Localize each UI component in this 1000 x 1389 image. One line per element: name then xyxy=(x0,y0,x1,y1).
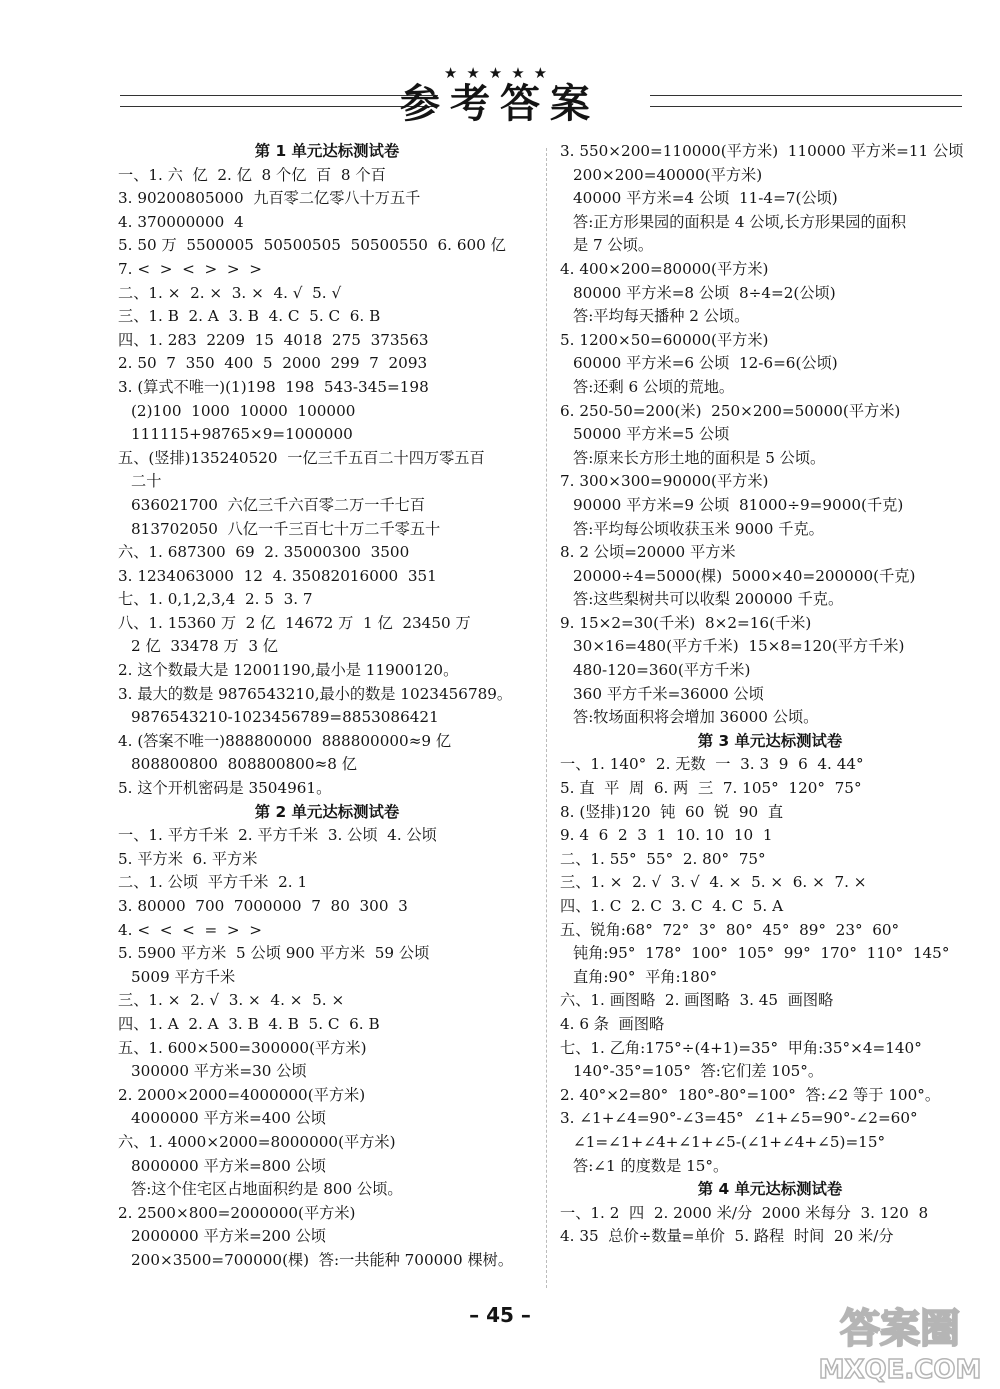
answer-line: 答:正方形果园的面积是 4 公顷,长方形果园的面积 xyxy=(573,212,907,231)
answer-line: 7. 300×300=90000(平方米) xyxy=(560,472,769,491)
answer-line: 3. 90200805000 九百零二亿零八十万五千 xyxy=(118,189,421,208)
answer-line: 5. 直 平 周 6. 两 三 7. 105° 120° 75° xyxy=(560,779,862,798)
answer-line: 5. 1200×50=60000(平方米) xyxy=(560,330,769,349)
answer-line: 4. 400×200=80000(平方米) xyxy=(560,259,769,278)
answer-line: 9876543210-1023456789=8853086421 xyxy=(131,708,439,727)
answer-line: 40000 平方米=4 公顷 11-4=7(公顷) xyxy=(573,189,838,208)
answer-line: 2. 这个数最大是 12001190,最小是 11900120。 xyxy=(118,661,459,680)
answer-line: 七、1. 0,1,2,3,4 2. 5 3. 7 xyxy=(118,590,313,609)
page-title: 参考答案 xyxy=(400,81,600,127)
answer-line: 答:原来长方形土地的面积是 5 公顷。 xyxy=(573,448,826,467)
answer-line: 50000 平方米=5 公顷 xyxy=(573,425,730,444)
answer-line: 3. 550×200=110000(平方米) 110000 平方米=11 公顷 xyxy=(560,142,964,160)
answer-line: 4. < < < = > > xyxy=(118,920,262,939)
answer-line: 一、1. 平方千米 2. 平方千米 3. 公顷 4. 公顷 xyxy=(118,826,437,845)
column-divider xyxy=(546,148,547,1288)
answer-line: 5. 50 万 5500005 50500505 50500550 6. 600 亿 xyxy=(118,236,506,255)
answer-line: 813702050 八亿一千三百七十万二千零五十 xyxy=(131,519,441,538)
answer-line: 是 7 公顷。 xyxy=(573,236,654,255)
answer-line: 2000000 平方米=200 公顷 xyxy=(131,1227,326,1246)
answer-line: 4. 370000000 4 xyxy=(118,212,244,231)
answer-line: 200×3500=700000(棵) 答:一共能种 700000 棵树。 xyxy=(131,1250,514,1269)
answer-line: 60000 平方米=6 公顷 12-6=6(公顷) xyxy=(573,354,838,373)
answer-line: 四、1. C 2. C 3. C 4. C 5. A xyxy=(560,897,784,915)
answer-line: 9. 15×2=30(千米) 8×2=16(千米) xyxy=(560,613,812,632)
answer-line: 答:还剩 6 公顷的荒地。 xyxy=(573,377,735,396)
answer-line: 二、1. × 2. × 3. × 4. √ 5. √ xyxy=(118,283,342,302)
answer-line: 480-120=360(平方千米) xyxy=(573,661,751,680)
answer-line: 三、1. × 2. √ 3. √ 4. × 5. × 6. × 7. × xyxy=(560,873,867,892)
answer-line: 111115+98765×9=1000000 xyxy=(131,425,353,444)
answer-line: 80000 平方米=8 公顷 8÷4=2(公顷) xyxy=(573,283,836,302)
answer-line: 5. 这个开机密码是 3504961。 xyxy=(118,779,332,798)
answer-line: 4. (答案不唯一)888800000 888800000≈9 亿 xyxy=(118,731,452,750)
watermark-logo xyxy=(808,1298,993,1384)
answer-line: 答:这些梨树共可以收梨 200000 千克。 xyxy=(573,590,844,609)
answer-line: 五、1. 600×500=300000(平方米) xyxy=(118,1038,367,1057)
answer-line: (2)100 1000 10000 100000 xyxy=(131,401,356,420)
answer-line: 答:这个住宅区占地面积约是 800 公顷。 xyxy=(131,1180,403,1199)
answer-line: 9. 4 6 2 3 1 10. 10 10 1 xyxy=(560,826,773,845)
answer-line: 四、1. 283 2209 15 4018 275 373563 xyxy=(118,330,429,349)
answer-line: 二、1. 公顷 平方千米 2. 1 xyxy=(118,873,308,892)
answer-line: 答:平均每公顷收获玉米 9000 千克。 xyxy=(573,519,824,538)
answer-line: 6. 250-50=200(米) 250×200=50000(平方米) xyxy=(560,401,901,420)
answer-line: 3. 1234063000 12 4. 35082016000 351 xyxy=(118,566,437,585)
answer-line: 3. (算式不唯一)(1)198 198 543-345=198 xyxy=(118,377,429,396)
answer-line: 3. ∠1+∠4=90°-∠3=45° ∠1+∠5=90°-∠2=60° xyxy=(560,1109,918,1128)
page-number: – 45 – xyxy=(469,1303,531,1327)
answer-line: 2 亿 33478 万 3 亿 xyxy=(131,637,278,656)
section-heading: 第 4 单元达标测试卷 xyxy=(697,1180,843,1199)
answer-line: 2. 40°×2=80° 180°-80°=100° 答:∠2 等于 100°。 xyxy=(560,1085,941,1104)
watermark-text: 答案圈 xyxy=(840,1306,960,1352)
answer-line: 二、1. 55° 55° 2. 80° 75° xyxy=(560,849,766,868)
answer-line: 90000 平方米=9 公顷 81000÷9=9000(千克) xyxy=(573,495,904,514)
answer-line: 8000000 平方米=800 公顷 xyxy=(131,1156,326,1175)
answer-line: 20000÷4=5000(棵) 5000×40=200000(千克) xyxy=(573,566,916,585)
answer-line: 六、1. 4000×2000=8000000(平方米) xyxy=(118,1132,396,1151)
decorative-stars: ★★★★★ xyxy=(443,64,557,82)
answer-line: 钝角:95° 178° 100° 105° 99° 170° 110° 145° xyxy=(573,944,950,963)
answer-line: 2. 2500×800=2000000(平方米) xyxy=(118,1203,356,1222)
answer-line: 七、1. 乙角:175°÷(4+1)=35° 甲角:35°×4=140° xyxy=(560,1038,922,1057)
answer-line: 三、1. × 2. √ 3. × 4. × 5. × xyxy=(118,991,345,1010)
answer-line: 三、1. B 2. A 3. B 4. C 5. C 6. B xyxy=(118,307,381,326)
answer-line: 30×16=480(平方千米) 15×8=120(平方千米) xyxy=(573,637,905,656)
answer-line: 3. 最大的数是 9876543210,最小的数是 1023456789。 xyxy=(118,684,513,703)
answer-line: 4. 6 条 画图略 xyxy=(560,1014,665,1033)
answer-line: 300000 平方米=30 公顷 xyxy=(131,1062,307,1081)
answer-line: 2. 2000×2000=4000000(平方米) xyxy=(118,1085,366,1104)
answer-line: 二十 xyxy=(131,472,162,491)
answer-line: 八、1. 15360 万 2 亿 14672 万 1 亿 23450 万 xyxy=(118,613,471,632)
answer-line: 808800800 808800800≈8 亿 xyxy=(131,755,357,774)
answer-line: 4000000 平方米=400 公顷 xyxy=(131,1109,326,1128)
answer-line: 答:∠1 的度数是 15°。 xyxy=(573,1156,729,1175)
answer-line: 一、1. 六 亿 2. 亿 8 个亿 百 8 个百 xyxy=(118,165,386,184)
section-heading: 第 1 单元达标测试卷 xyxy=(254,142,400,160)
answer-line: 答:平均每天播种 2 公顷。 xyxy=(573,307,750,326)
answer-line: 2. 50 7 350 400 5 2000 299 7 2093 xyxy=(118,354,428,373)
answer-line: 一、1. 2 四 2. 2000 米/分 2000 米每分 3. 120 8 xyxy=(560,1203,929,1222)
answer-line: 六、1. 687300 69 2. 35000300 3500 xyxy=(118,543,410,562)
answer-line: 直角:90° 平角:180° xyxy=(573,967,718,986)
answer-line: 4. 35 总价÷数量=单价 5. 路程 时间 20 米/分 xyxy=(560,1227,894,1246)
answer-line: 8. (竖排)120 钝 60 锐 90 直 xyxy=(560,802,784,821)
answer-line: 5. 平方米 6. 平方米 xyxy=(118,849,258,868)
answer-line: 636021700 六亿三千六百零二万一千七百 xyxy=(131,495,426,514)
answer-line: 200×200=40000(平方米) xyxy=(573,165,763,184)
answer-line: 5009 平方千米 xyxy=(131,967,236,986)
answer-line: 答:牧场面积将会增加 36000 公顷。 xyxy=(573,708,819,727)
answer-line: 3. 80000 700 7000000 7 80 300 3 xyxy=(118,897,408,915)
title-rule-right xyxy=(650,95,962,107)
watermark-url: MXQE.COM xyxy=(818,1355,982,1384)
section-heading: 第 3 单元达标测试卷 xyxy=(697,731,843,750)
answer-line: ∠1=∠1+∠4+∠1+∠5-(∠1+∠4+∠5)=15° xyxy=(573,1132,886,1151)
answer-line: 8. 2 公顷=20000 平方米 xyxy=(560,543,736,562)
answer-line: 六、1. 画图略 2. 画图略 3. 45 画图略 xyxy=(560,991,834,1010)
answer-line: 五、锐角:68° 72° 3° 80° 45° 89° 23° 60° xyxy=(560,920,900,939)
right-answer-column xyxy=(560,140,980,1249)
answer-line: 一、1. 140° 2. 无数 一 3. 3 9 6 4. 44° xyxy=(560,755,864,774)
answer-line: 5. 5900 平方米 5 公顷 900 平方米 59 公顷 xyxy=(118,944,430,963)
answer-line: 7. < > < > > > xyxy=(118,259,262,278)
answer-line: 140°-35°=105° 答:它们差 105°。 xyxy=(573,1062,824,1081)
left-answer-column xyxy=(118,140,536,1273)
answer-line: 四、1. A 2. A 3. B 4. B 5. C 6. B xyxy=(118,1014,380,1033)
answer-line: 五、(竖排)135240520 一亿三千五百二十四万零五百 xyxy=(118,448,485,467)
section-heading: 第 2 单元达标测试卷 xyxy=(254,802,400,821)
page-header xyxy=(0,0,1000,140)
answer-line: 360 平方千米=36000 公顷 xyxy=(573,684,764,703)
